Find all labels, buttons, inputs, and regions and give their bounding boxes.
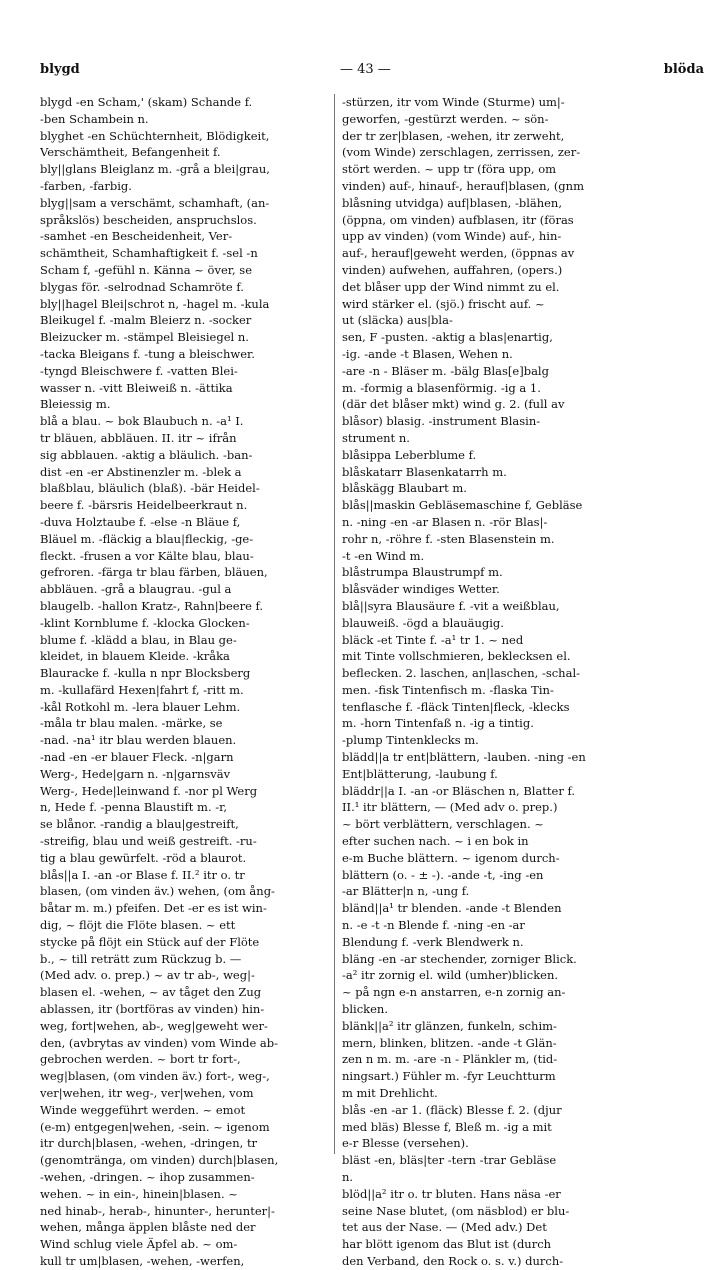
dictionary-line: m. -kullafärd Hexen|fahrt f, -ritt m.	[40, 682, 244, 697]
dictionary-line: upp av vinden) (vom Winde) auf-, hin-	[342, 229, 562, 244]
dictionary-line: vinden) aufwehen, auffahren, (opers.)	[342, 262, 563, 277]
dictionary-line: tig a blau gewürfelt. -röd a blaurot.	[40, 850, 247, 865]
dictionary-line: stycke på flöjt ein Stück auf der Flöte	[40, 934, 260, 949]
dictionary-line: blädd||a tr ent|blättern, -lauben. -ning -en	[342, 750, 586, 765]
dictionary-line: blås||a I. -an -or Blase f. II.² itr o. tr	[40, 867, 245, 882]
dictionary-line: med bläs) Blesse f, Bleß m. -ig a mit	[342, 1119, 552, 1134]
dictionary-line: gebrochen werden. ~ bort tr fort-,	[40, 1052, 241, 1067]
dictionary-line: blasen, (om vinden äv.) wehen, (om ång-	[40, 884, 275, 899]
dictionary-line: kleidet, in blauem Kleide. -kråka	[40, 649, 230, 664]
dictionary-line: abbläuen. -grå a blaugrau. -gul a	[40, 582, 232, 597]
dictionary-line: -plump Tintenklecks m.	[342, 733, 479, 748]
dictionary-line: stört werden. ~ upp tr (föra upp, om	[342, 162, 557, 177]
dictionary-line: blåsning utvidga) auf|blasen, -blähen,	[342, 195, 562, 210]
dictionary-line: n, Hede f. -penna Blaustift m. -r,	[40, 800, 228, 815]
dictionary-line: efter suchen nach. ~ i en bok in	[342, 834, 529, 849]
dictionary-line: -kål Rotkohl m. -lera blauer Lehm.	[40, 699, 241, 714]
dictionary-line: (där det blåser mkt) wind g. 2. (full av	[342, 397, 565, 412]
dictionary-line: -farben, -farbig.	[40, 178, 132, 193]
dictionary-line: gefroren. -färga tr blau färben, bläuen,	[40, 565, 268, 580]
dictionary-line: blå a blau. ~ bok Blaubuch n. -a¹ I.	[40, 414, 244, 429]
dictionary-line: blöd||a² itr o. tr bluten. Hans näsa -er	[342, 1186, 561, 1201]
dictionary-line: bly||glans Bleiglanz m. -grå a blei|grau,	[40, 162, 270, 177]
dictionary-line: Blendung f. -verk Blendwerk n.	[342, 934, 524, 949]
dictionary-line: blåsväder windiges Wetter.	[342, 582, 500, 597]
dictionary-line: Blauracke f. -kulla n npr Blocksberg	[40, 666, 251, 681]
dictionary-line: Bleikugel f. -malm Bleierz n. -socker	[40, 313, 252, 328]
dictionary-line: -samhet -en Bescheidenheit, Ver-	[40, 229, 233, 244]
dictionary-line: rohr n, -röhre f. -sten Blasenstein m.	[342, 531, 555, 546]
dictionary-line: har blött igenom das Blut ist (durch	[342, 1237, 552, 1252]
dictionary-line: blättern (o. - ± -). -ande -t, -ing -en	[342, 867, 544, 882]
dictionary-line: se blånor. -randig a blau|gestreift,	[40, 817, 239, 832]
dictionary-line: blyg||sam a verschämt, schamhaft, (an-	[40, 195, 270, 210]
dictionary-line: -tacka Bleigans f. -tung a bleischwer.	[40, 346, 255, 361]
dictionary-line: geworfen, -gestürzt werden. ~ sön-	[342, 111, 549, 126]
dictionary-line: blume f. -klädd a blau, in Blau ge-	[40, 632, 237, 647]
dictionary-line: tr bläuen, abbläuen. II. itr ~ ifrån	[40, 430, 237, 445]
dictionary-line: bläck -et Tinte f. -a¹ tr 1. ~ ned	[342, 632, 524, 647]
dictionary-line: bläng -en -ar stechender, zorniger Blick.	[342, 951, 577, 966]
dictionary-line: wehen, många äpplen blåste ned der	[40, 1220, 256, 1235]
dictionary-line: -stürzen, itr vom Winde (Sturme) um|-	[342, 95, 565, 109]
dictionary-line: blygas för. -selrodnad Schamröte f.	[40, 279, 244, 294]
dictionary-line: -måla tr blau malen. -märke, se	[40, 716, 223, 731]
dictionary-line: beflecken. 2. laschen, an|laschen, -schal-	[342, 666, 581, 681]
dictionary-line: dig, ~ flöjt die Flöte blasen. ~ ett	[40, 918, 236, 933]
dictionary-line: -duva Holztaube f. -else -n Bläue f,	[40, 514, 241, 529]
dictionary-line: blyghet -en Schüchternheit, Blödigkeit,	[40, 128, 270, 143]
dictionary-line: n. -ning -en -ar Blasen n. -rör Blas|-	[342, 514, 548, 529]
dictionary-line: blänk||a² itr glänzen, funkeln, schim-	[342, 1018, 557, 1033]
dictionary-line: ver|wehen, itr weg-, ver|wehen, vom	[40, 1086, 254, 1101]
dictionary-line: bläst -en, bläs|ter -tern -trar Gebläse	[342, 1153, 557, 1168]
dictionary-line: bly||hagel Blei|schrot n, -hagel m. -kula	[40, 296, 270, 311]
dictionary-line: schämtheit, Schamhaftigkeit f. -sel -n	[40, 246, 258, 261]
dictionary-line: Wind schlug viele Äpfel ab. ~ om-	[40, 1237, 238, 1252]
dictionary-line: (vom Winde) zerschlagen, zerrissen, zer-	[342, 145, 581, 160]
dictionary-line: (öppna, om vinden) aufblasen, itr (föras	[342, 212, 574, 227]
dictionary-line: språkslös) bescheiden, anspruchslos.	[40, 212, 257, 227]
dictionary-line: blygd -en Scham,' (skam) Schande f.	[40, 95, 253, 109]
dictionary-line: ~ bört verblättern, verschlagen. ~	[342, 817, 544, 832]
dictionary-line: mern, blinken, blitzen. -ande -t Glän-	[342, 1035, 557, 1050]
page-number: — 43 —	[340, 62, 391, 77]
dictionary-line: itr durch|blasen, -wehen, -dringen, tr	[40, 1136, 258, 1151]
dictionary-line: Bläuel m. -fläckig a blau|fleckig, -ge-	[40, 531, 254, 546]
dictionary-line: blås||maskin Gebläsemaschine f, Gebläse	[342, 498, 583, 513]
dictionary-line: zen n m. m. -are -n - Plänkler m, (tid-	[342, 1052, 558, 1067]
dictionary-line: -t -en Wind m.	[342, 548, 425, 563]
dictionary-line: n.	[342, 1170, 354, 1184]
right-column	[342, 94, 710, 1270]
dictionary-line: Winde weggeführt werden. ~ emot	[40, 1102, 246, 1117]
dictionary-line: -tyngd Bleischwere f. -vatten Blei-	[40, 363, 238, 378]
dictionary-line: blicken.	[342, 1002, 388, 1017]
dictionary-line: -ig. -ande -t Blasen, Wehen n.	[342, 346, 513, 361]
dictionary-line: ningsart.) Fühler m. -fyr Leuchtturm	[342, 1069, 556, 1084]
dictionary-line: fleckt. -frusen a vor Kälte blau, blau-	[40, 548, 254, 563]
dictionary-line: bländ||a¹ tr blenden. -ande -t Blenden	[342, 901, 562, 916]
dictionary-line: blåskägg Blaubart m.	[342, 481, 467, 496]
dictionary-line: -ar Blätter|n n, -ung f.	[342, 884, 470, 899]
column-divider	[334, 94, 335, 1154]
dictionary-line: m. -horn Tintenfaß n. -ig a tintig.	[342, 716, 534, 731]
dictionary-line: den, (avbrytas av vinden) vom Winde ab-	[40, 1035, 279, 1050]
dictionary-line: -streifig, blau und weiß gestreift. -ru-	[40, 834, 257, 849]
dictionary-line: wird stärker el. (sjö.) frischt auf. ~	[342, 296, 545, 311]
dictionary-line: -ben Schambein n.	[40, 111, 149, 126]
dictionary-line: -klint Kornblume f. -klocka Glocken-	[40, 615, 250, 630]
page-header	[40, 62, 704, 82]
dictionary-line: -wehen, -dringen. ~ ihop zusammen-	[40, 1170, 255, 1184]
running-head-left: blygd	[40, 62, 80, 77]
dictionary-line: blås -en -ar 1. (fläck) Blesse f. 2. (djur	[342, 1102, 562, 1117]
dictionary-line: beere f. -bärsris Heidelbeerkraut n.	[40, 498, 248, 513]
dictionary-line: Ent|blätterung, -laubung f.	[342, 766, 498, 781]
dictionary-line: m. -formig a blasenförmig. -ig a 1.	[342, 380, 541, 395]
dictionary-line: Verschämtheit, Befangenheit f.	[40, 145, 221, 160]
dictionary-line: -a² itr zornig el. wild (umher)blicken.	[342, 968, 559, 983]
dictionary-line: det blåser upp der Wind nimmt zu el.	[342, 279, 560, 294]
dictionary-line: bläddr||a I. -an -or Bläschen n, Blatter f.	[342, 783, 576, 798]
dictionary-line: n. -e -t -n Blende f. -ning -en -ar	[342, 918, 525, 933]
dictionary-line: weg, fort|wehen, ab-, weg|geweht wer-	[40, 1018, 268, 1033]
dictionary-line: båtar m. m.) pfeifen. Det -er es ist win-	[40, 901, 267, 916]
dictionary-line: kull tr um|blasen, -wehen, -werfen,	[40, 1253, 245, 1268]
left-column	[40, 94, 340, 1270]
dictionary-line: b., ~ till reträtt zum Rückzug b. —	[40, 951, 242, 966]
dictionary-line: (genomtränga, om vinden) durch|blasen,	[40, 1153, 279, 1168]
dictionary-line: ut (släcka) aus|bla-	[342, 313, 453, 328]
dictionary-line: Bleiessig m.	[40, 397, 111, 412]
dictionary-line: Werg-, Hede|garn n. -n|garnsväv	[40, 766, 231, 781]
dictionary-line: der tr zer|blasen, -wehen, itr zerweht,	[342, 128, 565, 143]
dictionary-line: blaßblau, bläulich (blaß). -bär Heidel-	[40, 481, 260, 496]
dictionary-line: strument n.	[342, 430, 410, 445]
dictionary-line: tenflasche f. -fläck Tinten|fleck, -klecks	[342, 699, 570, 714]
running-head-right: blöda	[663, 62, 704, 77]
dictionary-line: blåsor) blasig. -instrument Blasin-	[342, 414, 541, 429]
dictionary-line: wehen. ~ in ein-, hinein|blasen. ~	[40, 1186, 238, 1201]
dictionary-line: -nad -en -er blauer Fleck. -n|garn	[40, 750, 234, 765]
dictionary-line: II.¹ itr blättern, — (Med adv o. prep.)	[342, 800, 558, 815]
dictionary-line: seine Nase blutet, (om näsblod) er blu-	[342, 1203, 570, 1218]
dictionary-line: mit Tinte vollschmieren, beklecksen el.	[342, 649, 571, 664]
dictionary-line: blåskatarr Blasenkatarrh m.	[342, 464, 507, 479]
dictionary-line: blaugelb. -hallon Kratz-, Rahn|beere f.	[40, 598, 264, 613]
dictionary-line: blasen el. -wehen, ~ av tåget den Zug	[40, 985, 262, 1000]
dictionary-line: blåstrumpa Blaustrumpf m.	[342, 565, 503, 580]
dictionary-line: tet aus der Nase. — (Med adv.) Det	[342, 1220, 547, 1235]
dictionary-line: dist -en -er Abstinenzler m. -blek a	[40, 464, 242, 479]
dictionary-line: blauweiß. -ögd a blauäugig.	[342, 615, 504, 630]
dictionary-line: -are -n - Bläser m. -bälg Blas[e]balg	[342, 363, 549, 378]
dictionary-line: e-m Buche blättern. ~ igenom durch-	[342, 850, 560, 865]
dictionary-line: ~ på ngn e-n anstarren, e-n zornig an-	[342, 985, 566, 1000]
dictionary-line: Werg-, Hede|leinwand f. -nor pl Werg	[40, 783, 258, 798]
dictionary-line: ned hinab-, herab-, hinunter-, herunter|-	[40, 1203, 275, 1218]
dictionary-line: m mit Drehlicht.	[342, 1086, 438, 1101]
dictionary-line: (e-m) entgegen|wehen, -sein. ~ igenom	[40, 1119, 270, 1134]
dictionary-line: blåsippa Leberblume f.	[342, 447, 477, 462]
dictionary-line: -nad. -na¹ itr blau werden blauen.	[40, 733, 237, 748]
dictionary-line: weg|blasen, (om vinden äv.) fort-, weg-,	[40, 1069, 270, 1084]
dictionary-line: blå||syra Blausäure f. -vit a weißblau,	[342, 598, 560, 613]
dictionary-line: vinden) auf-, hinauf-, herauf|blasen, (gnm	[342, 178, 584, 193]
dictionary-line: Scham f, -gefühl n. Känna ~ över, se	[40, 262, 253, 277]
dictionary-line: ablassen, itr (bortföras av vinden) hin-	[40, 1002, 265, 1017]
dictionary-line: e-r Blesse (versehen).	[342, 1136, 469, 1151]
dictionary-line: den Verband, den Rock o. s. v.) durch-	[342, 1253, 564, 1268]
dictionary-line: wasser n. -vitt Bleiweiß n. -ättika	[40, 380, 233, 395]
dictionary-line: sig abblauen. -aktig a bläulich. -ban-	[40, 447, 253, 462]
dictionary-line: (Med adv. o. prep.) ~ av tr ab-, weg|-	[40, 968, 255, 983]
dictionary-line: men. -fisk Tintenfisch m. -flaska Tin-	[342, 682, 554, 697]
dictionary-line: auf-, herauf|geweht werden, (öppnas av	[342, 246, 575, 261]
dictionary-line: sen, F -pusten. -aktig a blas|enartig,	[342, 330, 553, 345]
dictionary-line: Bleizucker m. -stämpel Bleisiegel n.	[40, 330, 249, 345]
